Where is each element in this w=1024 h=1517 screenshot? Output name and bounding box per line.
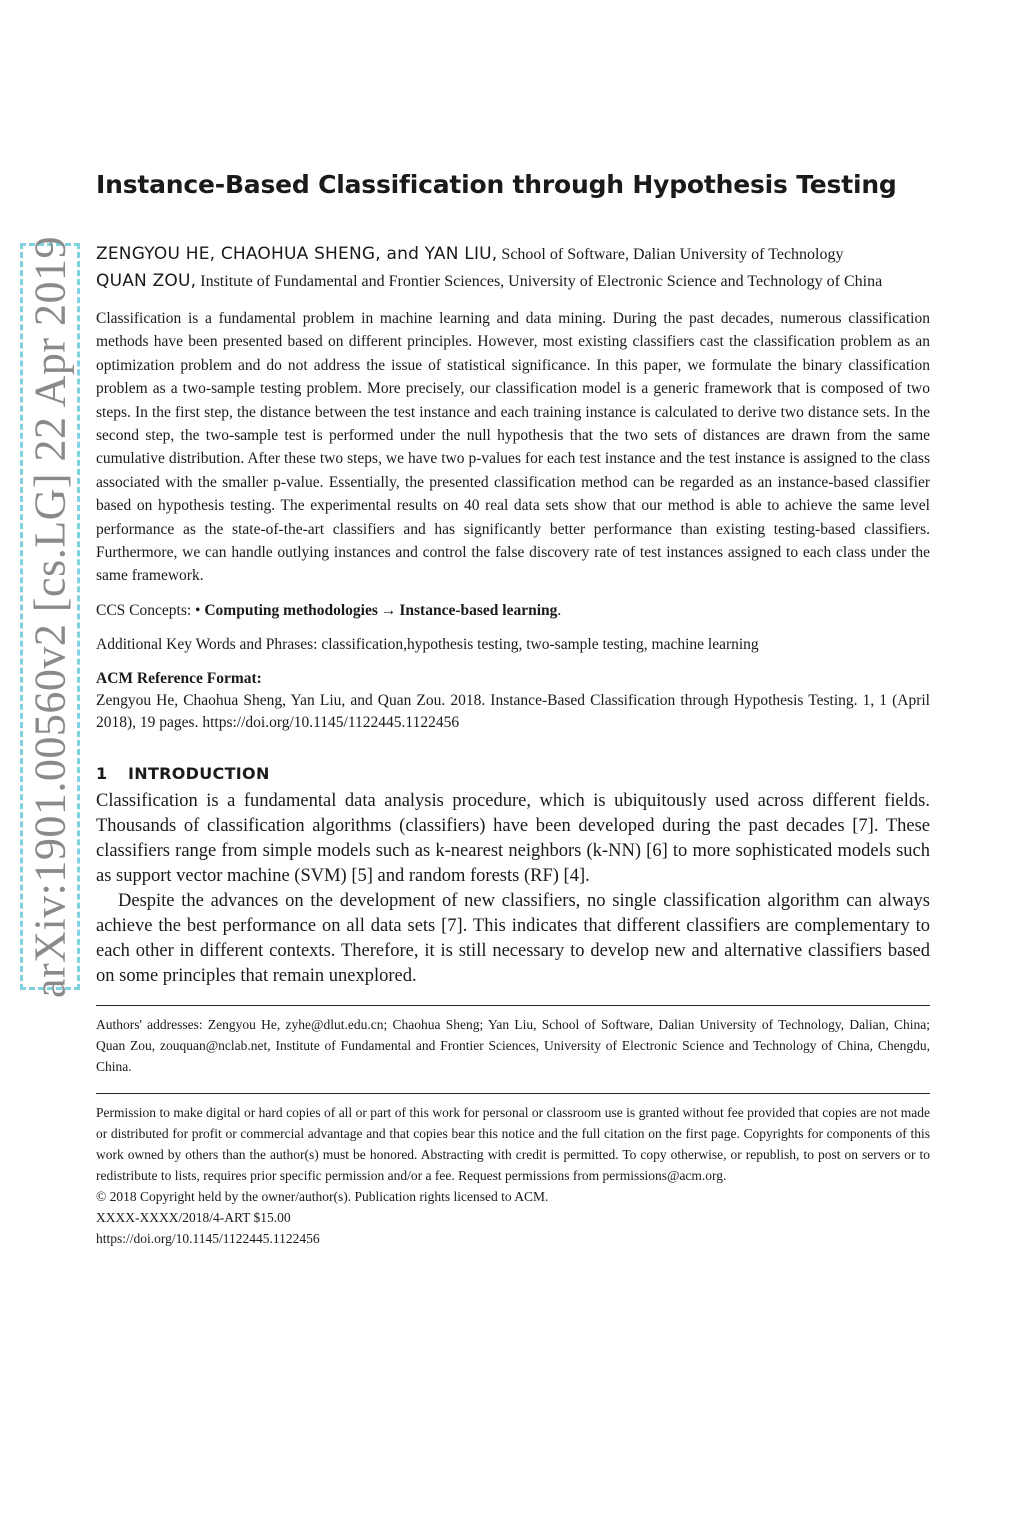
footnote-divider-2 — [96, 1093, 930, 1094]
ccs-concept-1: Computing methodologies — [204, 601, 378, 619]
author-names-1: ZENGYOU HE, CHAOHUA SHENG, and YAN LIU, — [96, 244, 498, 264]
ccs-concept-2: Instance-based learning — [399, 601, 558, 619]
institution-2: Institute of Fundamental and Frontier Sciences, University of Electronic Science and Technology of China — [200, 273, 883, 290]
keywords: Additional Key Words and Phrases: classification,hypothesis testing, two-sample testing, machine learning — [96, 635, 759, 653]
intro-paragraph-1: Classification is a fundamental data analysis procedure, which is ubiquitously used across different fields. Thousands of classification algorithms (classifiers) have been developed during the past decades [7]. These classifiers range from simple models such as k-nearest neighbors (k-NN) [6] to more sophisticated models such as support vector machine (SVM) [5] and random forests (RF) [4]. — [96, 790, 930, 886]
acm-reference-heading: ACM Reference Format: — [96, 669, 262, 687]
ccs-end: . — [557, 601, 562, 619]
arxiv-sidebar-stamp — [20, 235, 80, 998]
doi-link[interactable]: https://doi.org/10.1145/1122445.1122456 — [96, 1230, 320, 1246]
copyright-line: © 2018 Copyright held by the owner/author(s). Publication rights licensed to ACM. — [96, 1188, 549, 1204]
paper-title: Instance-Based Classification through Hypothesis Testing — [96, 170, 897, 199]
section-title: INTRODUCTION — [128, 763, 270, 783]
permission-notice: Permission to make digital or hard copies of all or part of this work for personal or classroom use is granted without fee provided that copies are not made or distributed for profit or commercial advantage and that copies bear this notice and the full citation on the first page. Copyrights for components of this work owned by others than the author(s) must be honored. Abstracting with credit is permitted. To copy otherwise, or republish, to post on servers or to redistribute to lists, requires prior specific permission and/or a fee. Request permissions from permissions@acm.org. — [96, 1104, 930, 1183]
arxiv-identifier: arXiv:1901.00560v2 [cs.LG] 22 Apr 2019 — [25, 235, 75, 998]
authors-addresses-footnote: Authors' addresses: Zengyou He, zyhe@dlut.edu.cn; Chaohua Sheng; Yan Liu, School of Software, Dalian University of Technology, Dalian, China; Quan Zou, zouquan@nclab.net, Institute of Fundamental and Frontier Sciences, University of Electronic Science and Technology of China, Chengdu, China. — [96, 1016, 930, 1074]
ccs-arrow: → — [380, 601, 397, 619]
intro-paragraph-2: Despite the advances on the development of new classifiers, no single classification algorithm can always achieve the best performance on all data sets [7]. This indicates that different classifiers are complementary to each other in different contexts. Therefore, it is still necessary to develop new and alternative classifiers based on some principles that remain unexplored. — [96, 890, 930, 986]
issn-line: XXXX-XXXX/2018/4-ART $15.00 — [96, 1209, 291, 1225]
ccs-label: CCS Concepts: • — [96, 601, 201, 619]
abstract: Classification is a fundamental problem in machine learning and data mining. During the past decades, numerous classification methods have been presented based on different principles. However, most existing classifiers cast the classification problem as an optimization problem and do not address the issue of statistical significance. In this paper, we formulate the binary classification problem as a two-sample testing problem. More precisely, our classification model is a generic framework that is composed of two steps. In the first step, the distance between the test instance and each training instance is calculated to derive two distance sets. In the second step, the two-sample test is performed under the null hypothesis that the two sets of distances are drawn from the same cumulative distribution. After these two steps, we have two p-values for each test instance and the test instance is assigned to the class associated with the smaller p-value. Essentially, the presented classification method can be regarded as an instance-based classifier based on hypothesis testing. The experimental results on 40 real data sets show that our method is able to achieve the same level performance as the state-of-the-art classifiers and has significantly better performance than existing testing-based classifiers. Furthermore, we can handle outlying instances and control the false discovery rate of test instances assigned to each class under the same framework. — [96, 310, 930, 585]
footnote-divider-1 — [96, 1005, 930, 1006]
section-heading-introduction — [96, 764, 930, 783]
paper-page — [96, 170, 930, 1249]
acm-reference-text: Zengyou He, Chaohua Sheng, Yan Liu, and Quan Zou. 2018. Instance-Based Classification through Hypothesis Testing. 1, 1 (April 2018), 19 pages. https://doi.org/10.1145/1122445.1122456 — [96, 691, 930, 731]
section-number: 1 — [96, 763, 108, 783]
affiliation-1 — [96, 241, 930, 268]
affiliation-2 — [96, 268, 930, 295]
author-names-2: QUAN ZOU, — [96, 271, 197, 291]
ccs-concepts — [96, 602, 930, 620]
institution-1: School of Software, Dalian University of Technology — [501, 246, 844, 263]
